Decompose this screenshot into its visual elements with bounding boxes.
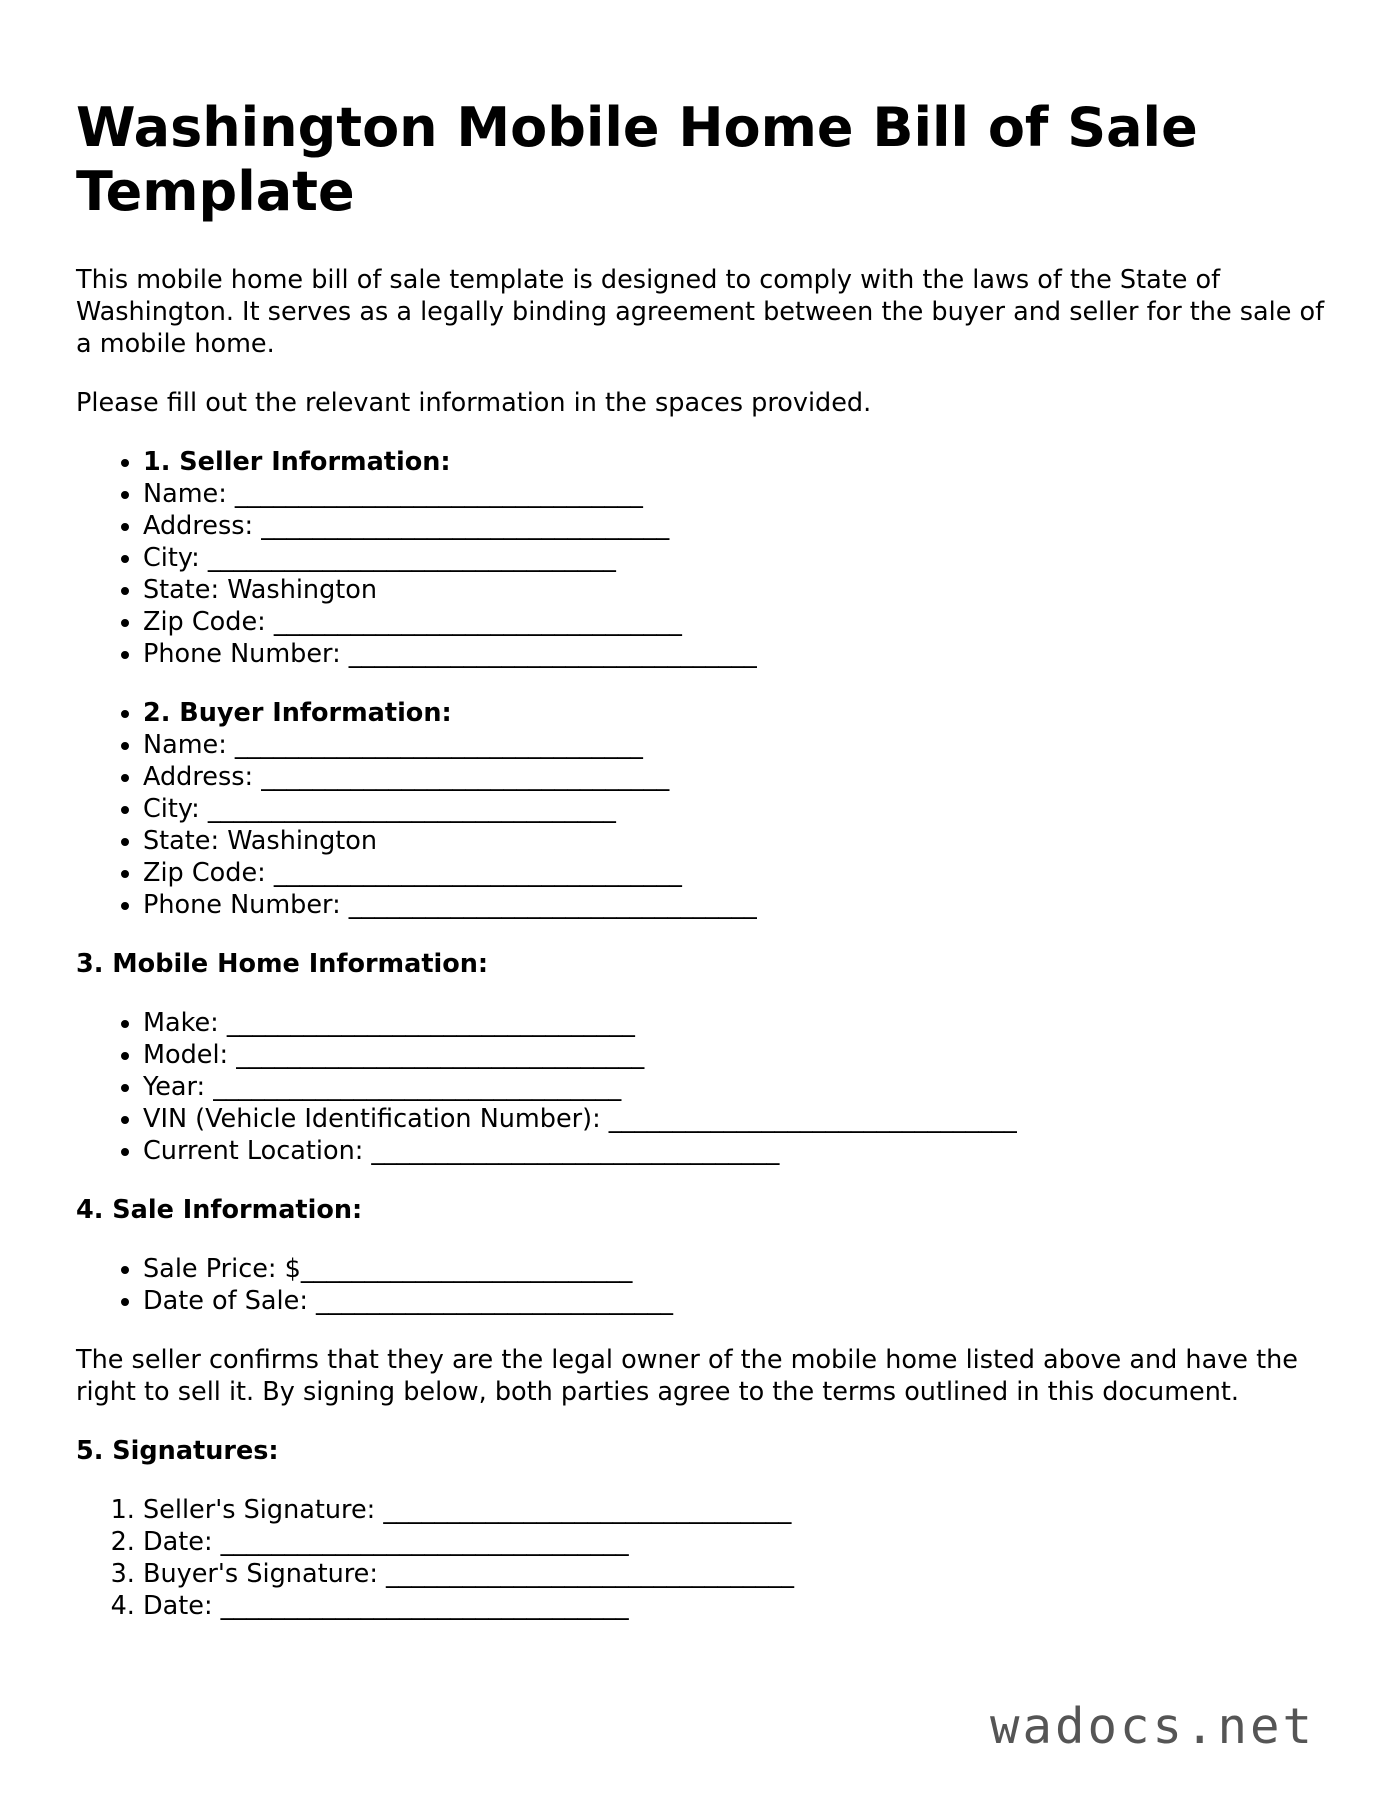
seller-state-field: • State: Washington xyxy=(143,574,1326,606)
seller-info-list xyxy=(76,446,1326,670)
mobile-home-info-list xyxy=(76,1007,1326,1167)
signatures-heading: 5. Signatures: xyxy=(76,1436,279,1466)
mobile-home-location-field[interactable]: • Current Location: ________________________________ xyxy=(143,1135,1326,1167)
seller-zip-field[interactable]: • Zip Code: ________________________________ xyxy=(143,606,1326,638)
seller-signature-date-field[interactable]: 2. Date: ________________________________ xyxy=(143,1526,1326,1558)
sale-date-field[interactable]: • Date of Sale: ____________________________ xyxy=(143,1285,1326,1317)
mobile-home-vin-field[interactable]: • VIN (Vehicle Identification Number): ________________________________ xyxy=(143,1103,1326,1135)
document-page xyxy=(76,96,1326,1649)
buyer-info-list xyxy=(76,697,1326,921)
mobile-home-year-field[interactable]: • Year: ________________________________ xyxy=(143,1071,1326,1103)
buyer-city-field[interactable]: • City: ________________________________ xyxy=(143,793,1326,825)
sale-price-field[interactable]: • Sale Price: $__________________________ xyxy=(143,1253,1326,1285)
buyer-signature-field[interactable]: 3. Buyer's Signature: ________________________________ xyxy=(143,1558,1326,1590)
mobile-home-heading: 3. Mobile Home Information: xyxy=(76,949,489,979)
mobile-home-model-field[interactable]: • Model: ________________________________ xyxy=(143,1039,1326,1071)
seller-phone-field[interactable]: • Phone Number: ________________________________ xyxy=(143,638,1326,670)
seller-address-field[interactable]: • Address: ________________________________ xyxy=(143,510,1326,542)
seller-name-field[interactable]: • Name: ________________________________ xyxy=(143,478,1326,510)
intro-paragraph: This mobile home bill of sale template is designed to comply with the laws of the State of Washington. It serves as a legally binding agreement between the buyer and seller for the sale of a mobile home. xyxy=(76,265,1325,359)
buyer-signature-date-field[interactable]: 4. Date: ________________________________ xyxy=(143,1590,1326,1622)
page-title: Washington Mobile Home Bill of Sale Template xyxy=(76,96,1198,223)
buyer-phone-field[interactable]: • Phone Number: ________________________________ xyxy=(143,889,1326,921)
watermark: wadocs.net xyxy=(990,1698,1316,1755)
buyer-address-field[interactable]: • Address: ________________________________ xyxy=(143,761,1326,793)
buyer-name-field[interactable]: • Name: ________________________________ xyxy=(143,729,1326,761)
buyer-zip-field[interactable]: • Zip Code: ________________________________ xyxy=(143,857,1326,889)
seller-info-heading: • 1. Seller Information: xyxy=(143,446,1326,478)
mobile-home-make-field[interactable]: • Make: ________________________________ xyxy=(143,1007,1326,1039)
instruction-paragraph: Please fill out the relevant information in the spaces provided. xyxy=(76,388,872,418)
signatures-list xyxy=(76,1494,1326,1622)
seller-signature-field[interactable]: 1. Seller's Signature: ________________________________ xyxy=(143,1494,1326,1526)
seller-city-field[interactable]: • City: ________________________________ xyxy=(143,542,1326,574)
sale-info-list xyxy=(76,1253,1326,1317)
sale-info-heading: 4. Sale Information: xyxy=(76,1195,363,1225)
buyer-state-field: • State: Washington xyxy=(143,825,1326,857)
confirmation-paragraph: The seller confirms that they are the legal owner of the mobile home listed above and have the right to sell it. By signing below, both parties agree to the terms outlined in this document. xyxy=(76,1345,1298,1407)
buyer-info-heading: • 2. Buyer Information: xyxy=(143,697,1326,729)
